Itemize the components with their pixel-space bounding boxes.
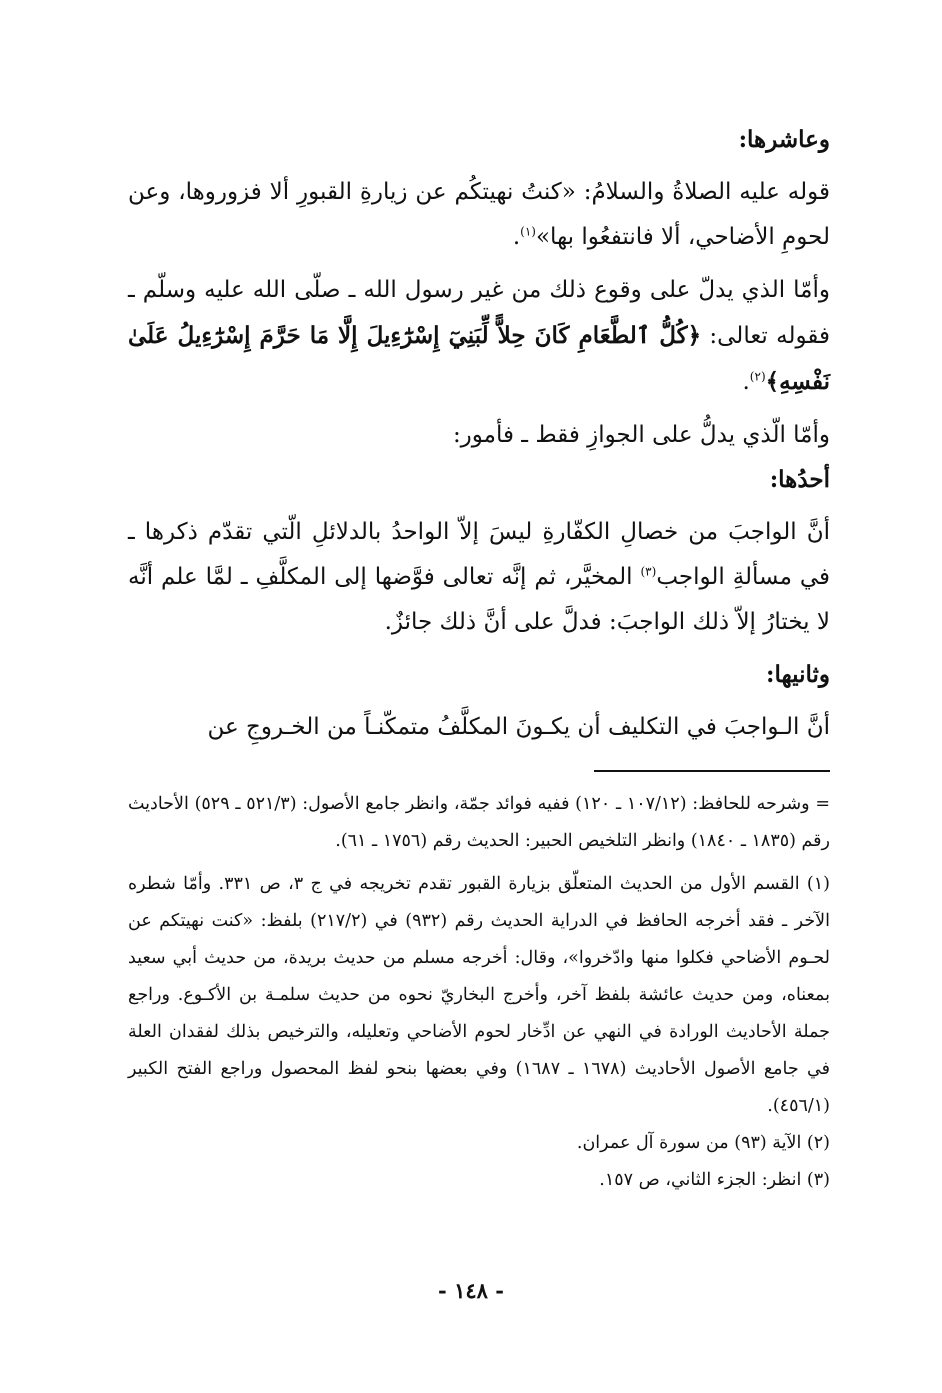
spacer: [128, 260, 830, 268]
footnote-2: (٢) الآية (٩٣) من سورة آل عمران.: [576, 1133, 830, 1153]
footnote-1: (١) القسم الأول من الحديث المتعلّق بزيارة القبور تقدم تخريجه في ج ٣، ص ٣٣١. وأمّا شطره الآخر ـ فقد أخرجه الحافظ في الدراية الحديث رقم (٩٣٢) في (٢١٧/٢) بلفظ: «كنت نهيتكم عن لحـوم الأضاحي فكلوا منها وادّخروا»، وقال: أخرجه مسلم من حديث بريدة، من حديث أبي سعيد بمعناه، ومن حديث عائشة بلفظ آخر، وأخرج البخاريّ نحوه من حديث سلمـة بن الأكـوع. وراجع جملة الأحاديث الورادة في النهي عن ادِّخار لحوم الأضاحي وتعليله، والترخيص بذلك لفقدان العلة في جامع الأصول الأحاديث (١٦٧٨ ـ ١٦٨٧) وفي بعضها بنحو لفظ المحصول وراجع الفتح الكبير (٤٥٦/١).: [128, 874, 830, 1116]
section-heading-tenth: وعاشرها:: [738, 126, 830, 153]
footnote-ref-3: (٣): [640, 564, 657, 579]
spacer: [128, 162, 830, 170]
footnote-ref-1: (١): [520, 224, 536, 239]
first-paragraph: [128, 510, 830, 645]
period: .: [742, 369, 750, 395]
page-number: - ١٤٨ -: [438, 1278, 504, 1303]
spacer: [128, 502, 830, 510]
hadith-paragraph: [128, 170, 830, 260]
quran-paragraph: [128, 268, 830, 405]
spacer: [128, 697, 830, 705]
spacer: [128, 645, 830, 653]
spacer: [128, 405, 830, 413]
footnote-3: (٣) انظر: الجزء الثاني، ص ١٥٧.: [599, 1170, 830, 1190]
first-text-b: المخيَّر، ثم إنَّه تعالى فوَّضها إلى المكلَّفِ ـ لمَّا علم أنَّه لا يختارُ إلاّ ذلك الواجبَ: فدلَّ على أنَّ ذلك جائزٌ.: [128, 564, 830, 635]
quran-verse: ﴿كُلُّ ٱلطَّعَامِ كَانَ حِلاًّ لِّبَنِيٓ إِسْرَٰٓءِيلَ إِلَّا مَا حَرَّمَ إِسْرَٰٓءِيلُ عَلَىٰ نَفْسِهِ﴾: [128, 322, 830, 395]
second-paragraph: أنَّ الـواجبَ في التكليف أن يكـونَ المكلَّفُ متمكّنـاً من الخـروجِ عن: [207, 714, 830, 740]
section-heading-second: وثانيها:: [766, 661, 830, 688]
hadith-text: قوله عليه الصلاةُ والسلامُ: «كنتُ نهيتكُم عن زيارةِ القبورِ ألا فزوروها، وعن لحومِ الأضاحي، ألا فانتفعُوا بها»: [128, 179, 830, 250]
footnote-ref-2: (٢): [749, 369, 766, 384]
period: .: [512, 224, 521, 250]
quran-intro-text: وأمّا الذي يدلّ على وقوع ذلك من غير رسول الله ـ صلّى الله عليه وسلّم ـ فقوله تعالى:: [128, 277, 830, 349]
permissibility-paragraph: وأمّا الّذي يدلُّ على الجوازِ فقط ـ فأمور:: [452, 422, 830, 448]
footnote-separator: [594, 770, 830, 772]
first-text-a: أنَّ الواجبَ من خصالِ الكفّارةِ ليسَ إلاّ الواحدُ بالدلائلِ الّتي تقدّم ذكرها ـ في مسألةِ الواجب: [128, 519, 830, 590]
footnote-continuation: = وشرحه للحافظ: (١٠٧/١٢ ـ ١٢٠) ففيه فوائد جمّة، وانظر جامع الأصول: (٥٢١/٣ ـ ٥٢٩) الأحاديث رقم (١٨٣٥ ـ ١٨٤٠) وانظر التلخيص الحبير: الحديث رقم (١٧٥٦ ـ ٦١).: [128, 794, 830, 851]
section-heading-first: أحدُها:: [769, 466, 830, 493]
